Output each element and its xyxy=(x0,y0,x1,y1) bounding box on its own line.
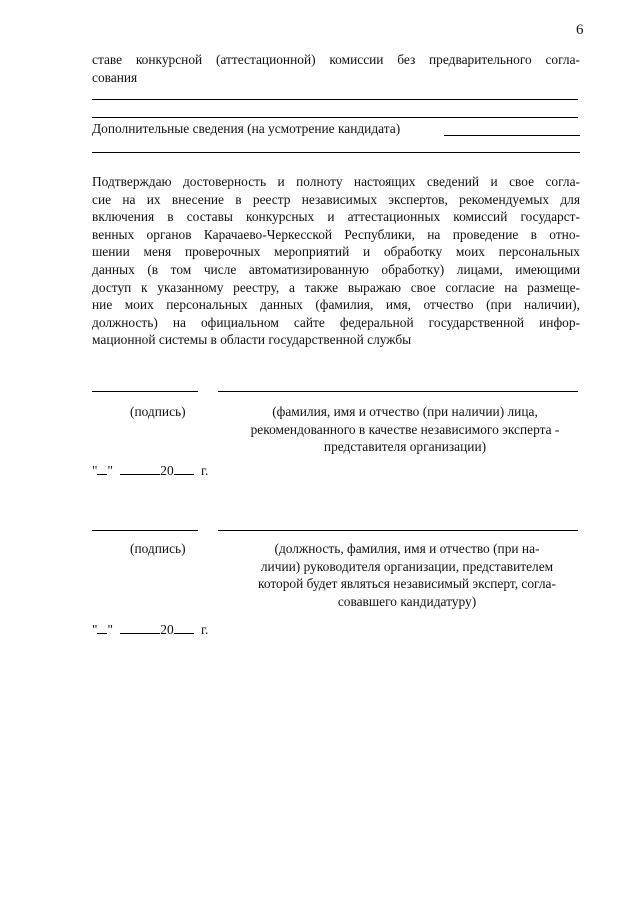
consent-line: данных (в том числе автоматизированную обработку) лицами, имеющими xyxy=(92,261,580,277)
consent-line: включения в составы конкурсных и аттестационных комиссий государст- xyxy=(92,209,580,225)
name-line-1[interactable] xyxy=(218,391,578,392)
consent-line: доступ к указанному реестру, а также выражаю свое согласие на размеще- xyxy=(92,279,580,295)
date-field-1 xyxy=(92,462,208,480)
name-caption-line: которой будет являться независимый эксперт, согла- xyxy=(258,576,556,592)
page-number: 6 xyxy=(576,22,584,38)
name-caption-line: представителя организации) xyxy=(323,439,487,455)
consent-line: сие на их внесение в реестр независимых экспертов, рекомендуемых для xyxy=(92,191,580,207)
name-caption-2 xyxy=(240,540,574,610)
consent-line: должность) на официальном сайте федеральной государственной инфор- xyxy=(92,314,580,330)
date-quote-open: " xyxy=(92,622,98,637)
name-line-2[interactable] xyxy=(218,530,578,531)
consent-line: Подтверждаю достоверность и полноту настоящих сведений и свое согла- xyxy=(92,174,580,189)
fill-line-1 xyxy=(92,99,578,100)
year-blank[interactable] xyxy=(174,621,194,634)
day-blank[interactable] xyxy=(97,462,107,475)
year-prefix: 20 xyxy=(160,463,174,478)
date-quote-close: " xyxy=(107,622,113,637)
name-caption-line: личии) руководителя организации, представителем xyxy=(260,558,554,574)
additional-info-field[interactable] xyxy=(444,135,580,136)
name-caption-line: рекомендованного в качестве независимого эксперта - xyxy=(250,421,560,437)
consent-line: шении меня проверочных мероприятий и обработку моих персональных xyxy=(92,244,580,260)
month-blank[interactable] xyxy=(120,621,160,634)
day-blank[interactable] xyxy=(97,621,107,634)
signature-line-1[interactable] xyxy=(92,391,198,392)
month-blank[interactable] xyxy=(120,462,160,475)
name-caption-line: совавшего кандидатуру) xyxy=(337,593,477,609)
intro-line-2: сования xyxy=(92,69,138,85)
year-prefix: 20 xyxy=(160,622,174,637)
fill-line-3 xyxy=(92,152,580,153)
year-suffix: г. xyxy=(201,463,209,478)
signature-line-2[interactable] xyxy=(92,530,198,531)
name-caption-line: (должность, фамилия, имя и отчество (при на- xyxy=(274,541,540,556)
consent-paragraph xyxy=(92,173,580,349)
date-quote-close: " xyxy=(107,463,113,478)
additional-info-label: Дополнительные сведения (на усмотрение кандидата) xyxy=(92,121,401,136)
intro-line-1: ставе конкурсной (аттестационной) комиссии без предварительного согла- xyxy=(92,52,580,67)
consent-line: венных органов Карачаево-Черкесской Республики, на проведение в отно- xyxy=(92,226,580,242)
date-quote-open: " xyxy=(92,463,98,478)
name-caption-line: (фамилия, имя и отчество (при наличии) лица, xyxy=(272,404,538,419)
consent-line: ние моих персональных данных (фамилия, имя, отчество (при наличии), xyxy=(92,297,580,313)
signature-caption-1: (подпись) xyxy=(130,404,186,419)
year-blank[interactable] xyxy=(174,462,194,475)
signature-caption-2: (подпись) xyxy=(130,541,186,556)
name-caption-1 xyxy=(240,403,570,456)
fill-line-2 xyxy=(92,117,578,118)
consent-line: мационной системы в области государственной службы xyxy=(92,332,412,348)
year-suffix: г. xyxy=(201,622,209,637)
intro-text xyxy=(92,51,580,86)
date-field-2 xyxy=(92,621,208,639)
